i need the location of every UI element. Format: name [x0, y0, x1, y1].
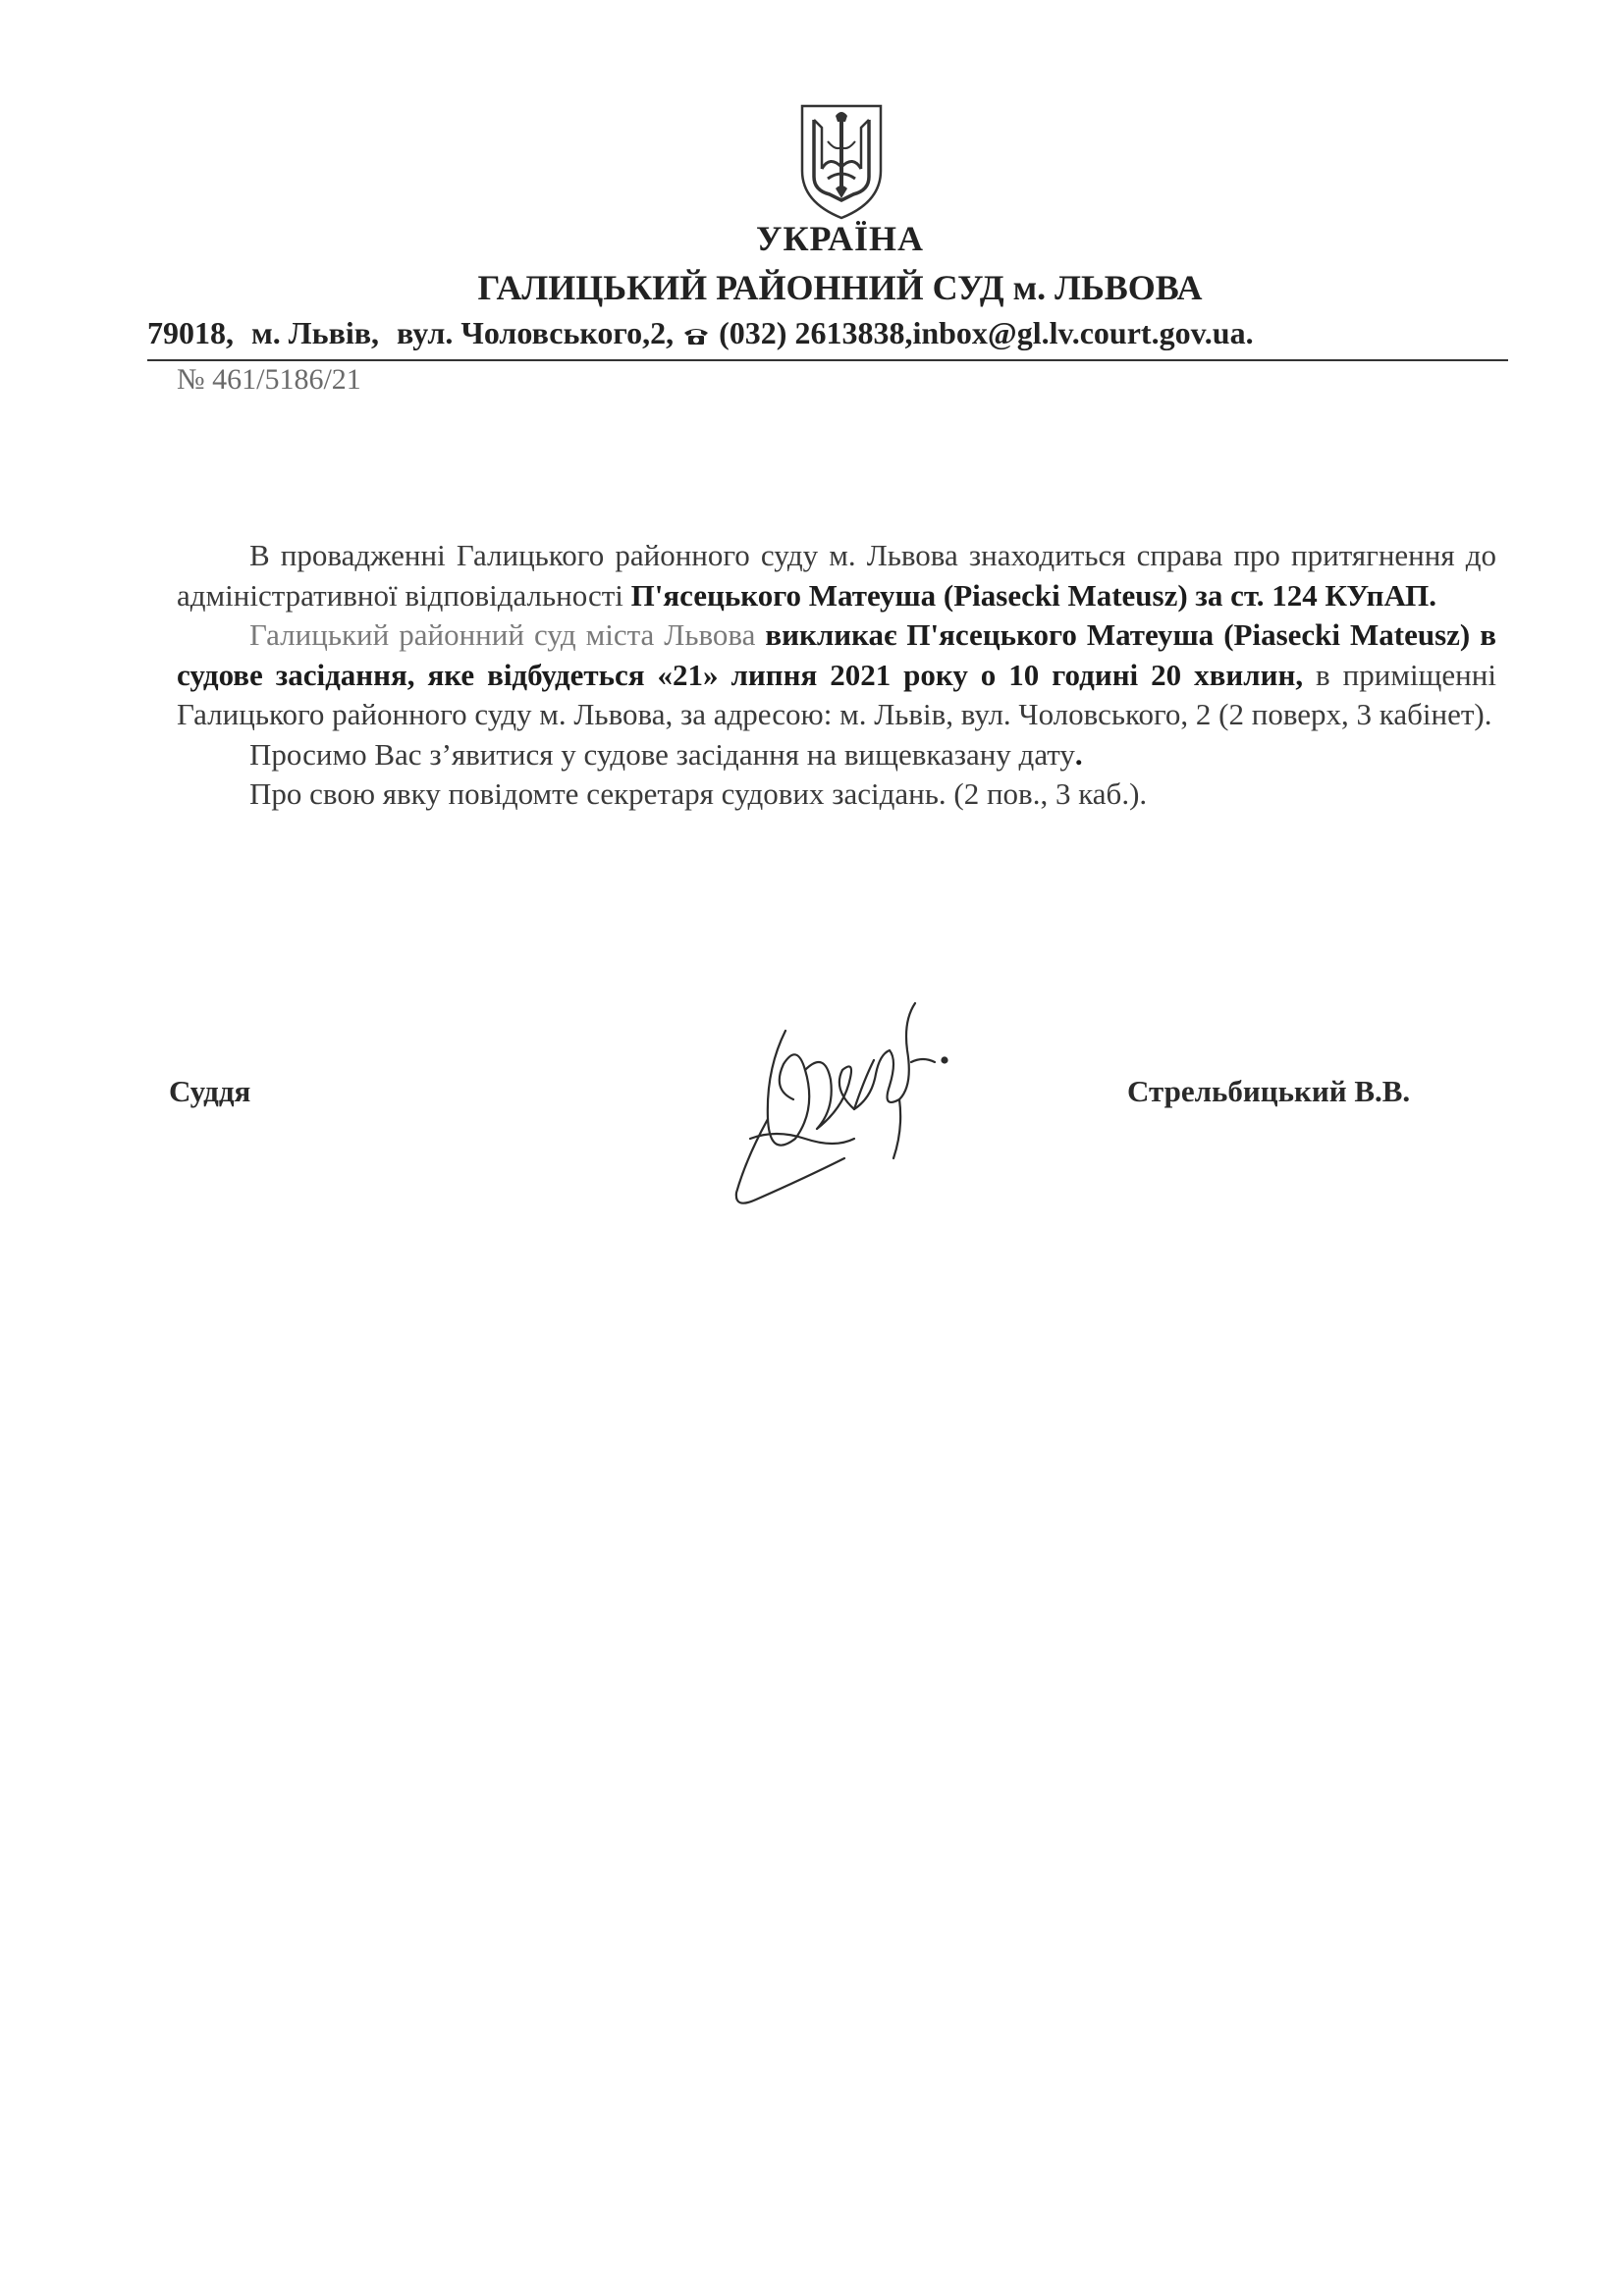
paragraph-request-text: Просимо Вас з’явитися у судове засідання на вищевказану дату — [249, 736, 1075, 772]
judge-title: Суддя — [169, 1074, 251, 1108]
street-address: вул. Чоловського,2, — [397, 315, 675, 350]
paragraph-summons-intro: Галицький районний суд міста Львова — [249, 617, 766, 652]
paragraph-summons-bold: викликає П'ясецького Матеуша (Piasecki Mateusz) в судове засідання, яке відбудеться «21» липня 2021 року о 10 годині 20 хвилин, — [177, 617, 1496, 692]
paragraph-case-bold: П'ясецького Матеуша (Piasecki Mateusz) за ст. 124 КУпАП. — [630, 577, 1436, 613]
paragraph-case-text: В провадженні Галицького районного суду м. Львова знаходиться справа про притягнення до адміністративної відповідальності — [177, 538, 1496, 613]
postcode: 79018, — [147, 315, 234, 350]
country-heading: УКРАЇНА — [756, 219, 924, 258]
judge-name: Стрельбицький В.В. — [1127, 1074, 1411, 1108]
paragraph-summons — [177, 615, 1496, 735]
paragraph-case — [177, 536, 1496, 615]
paragraph-notify — [177, 774, 1496, 815]
telephone-icon — [683, 326, 709, 346]
header-divider — [147, 359, 1508, 361]
paragraph-request-period: . — [1074, 736, 1083, 772]
court-name-heading: ГАЛИЦЬКИЙ РАЙОННИЙ СУД м. ЛЬВОВА — [477, 268, 1203, 307]
letter-body — [177, 536, 1496, 815]
paragraph-summons-location: в приміщенні Галицького районного суду м. Львова, за адресою: м. Львів, вул. Чоловського, 2 (2 поверх, 3 кабінет). — [177, 657, 1496, 731]
phone-number: (032) 2613838 — [719, 315, 905, 350]
handwritten-signature-icon — [707, 991, 962, 1217]
court-address-line — [147, 315, 1522, 351]
paragraph-notify-text: Про свою явку повідомте секретаря судових засідань. (2 пов., 3 каб.). — [249, 776, 1148, 811]
paragraph-request — [177, 735, 1496, 775]
email-address: ,inbox@gl.lv.court.gov.ua. — [904, 315, 1254, 350]
document-number: № 461/5186/21 — [177, 363, 361, 396]
ukraine-coat-of-arms-icon — [796, 100, 887, 222]
city: м. Львів, — [251, 315, 380, 350]
